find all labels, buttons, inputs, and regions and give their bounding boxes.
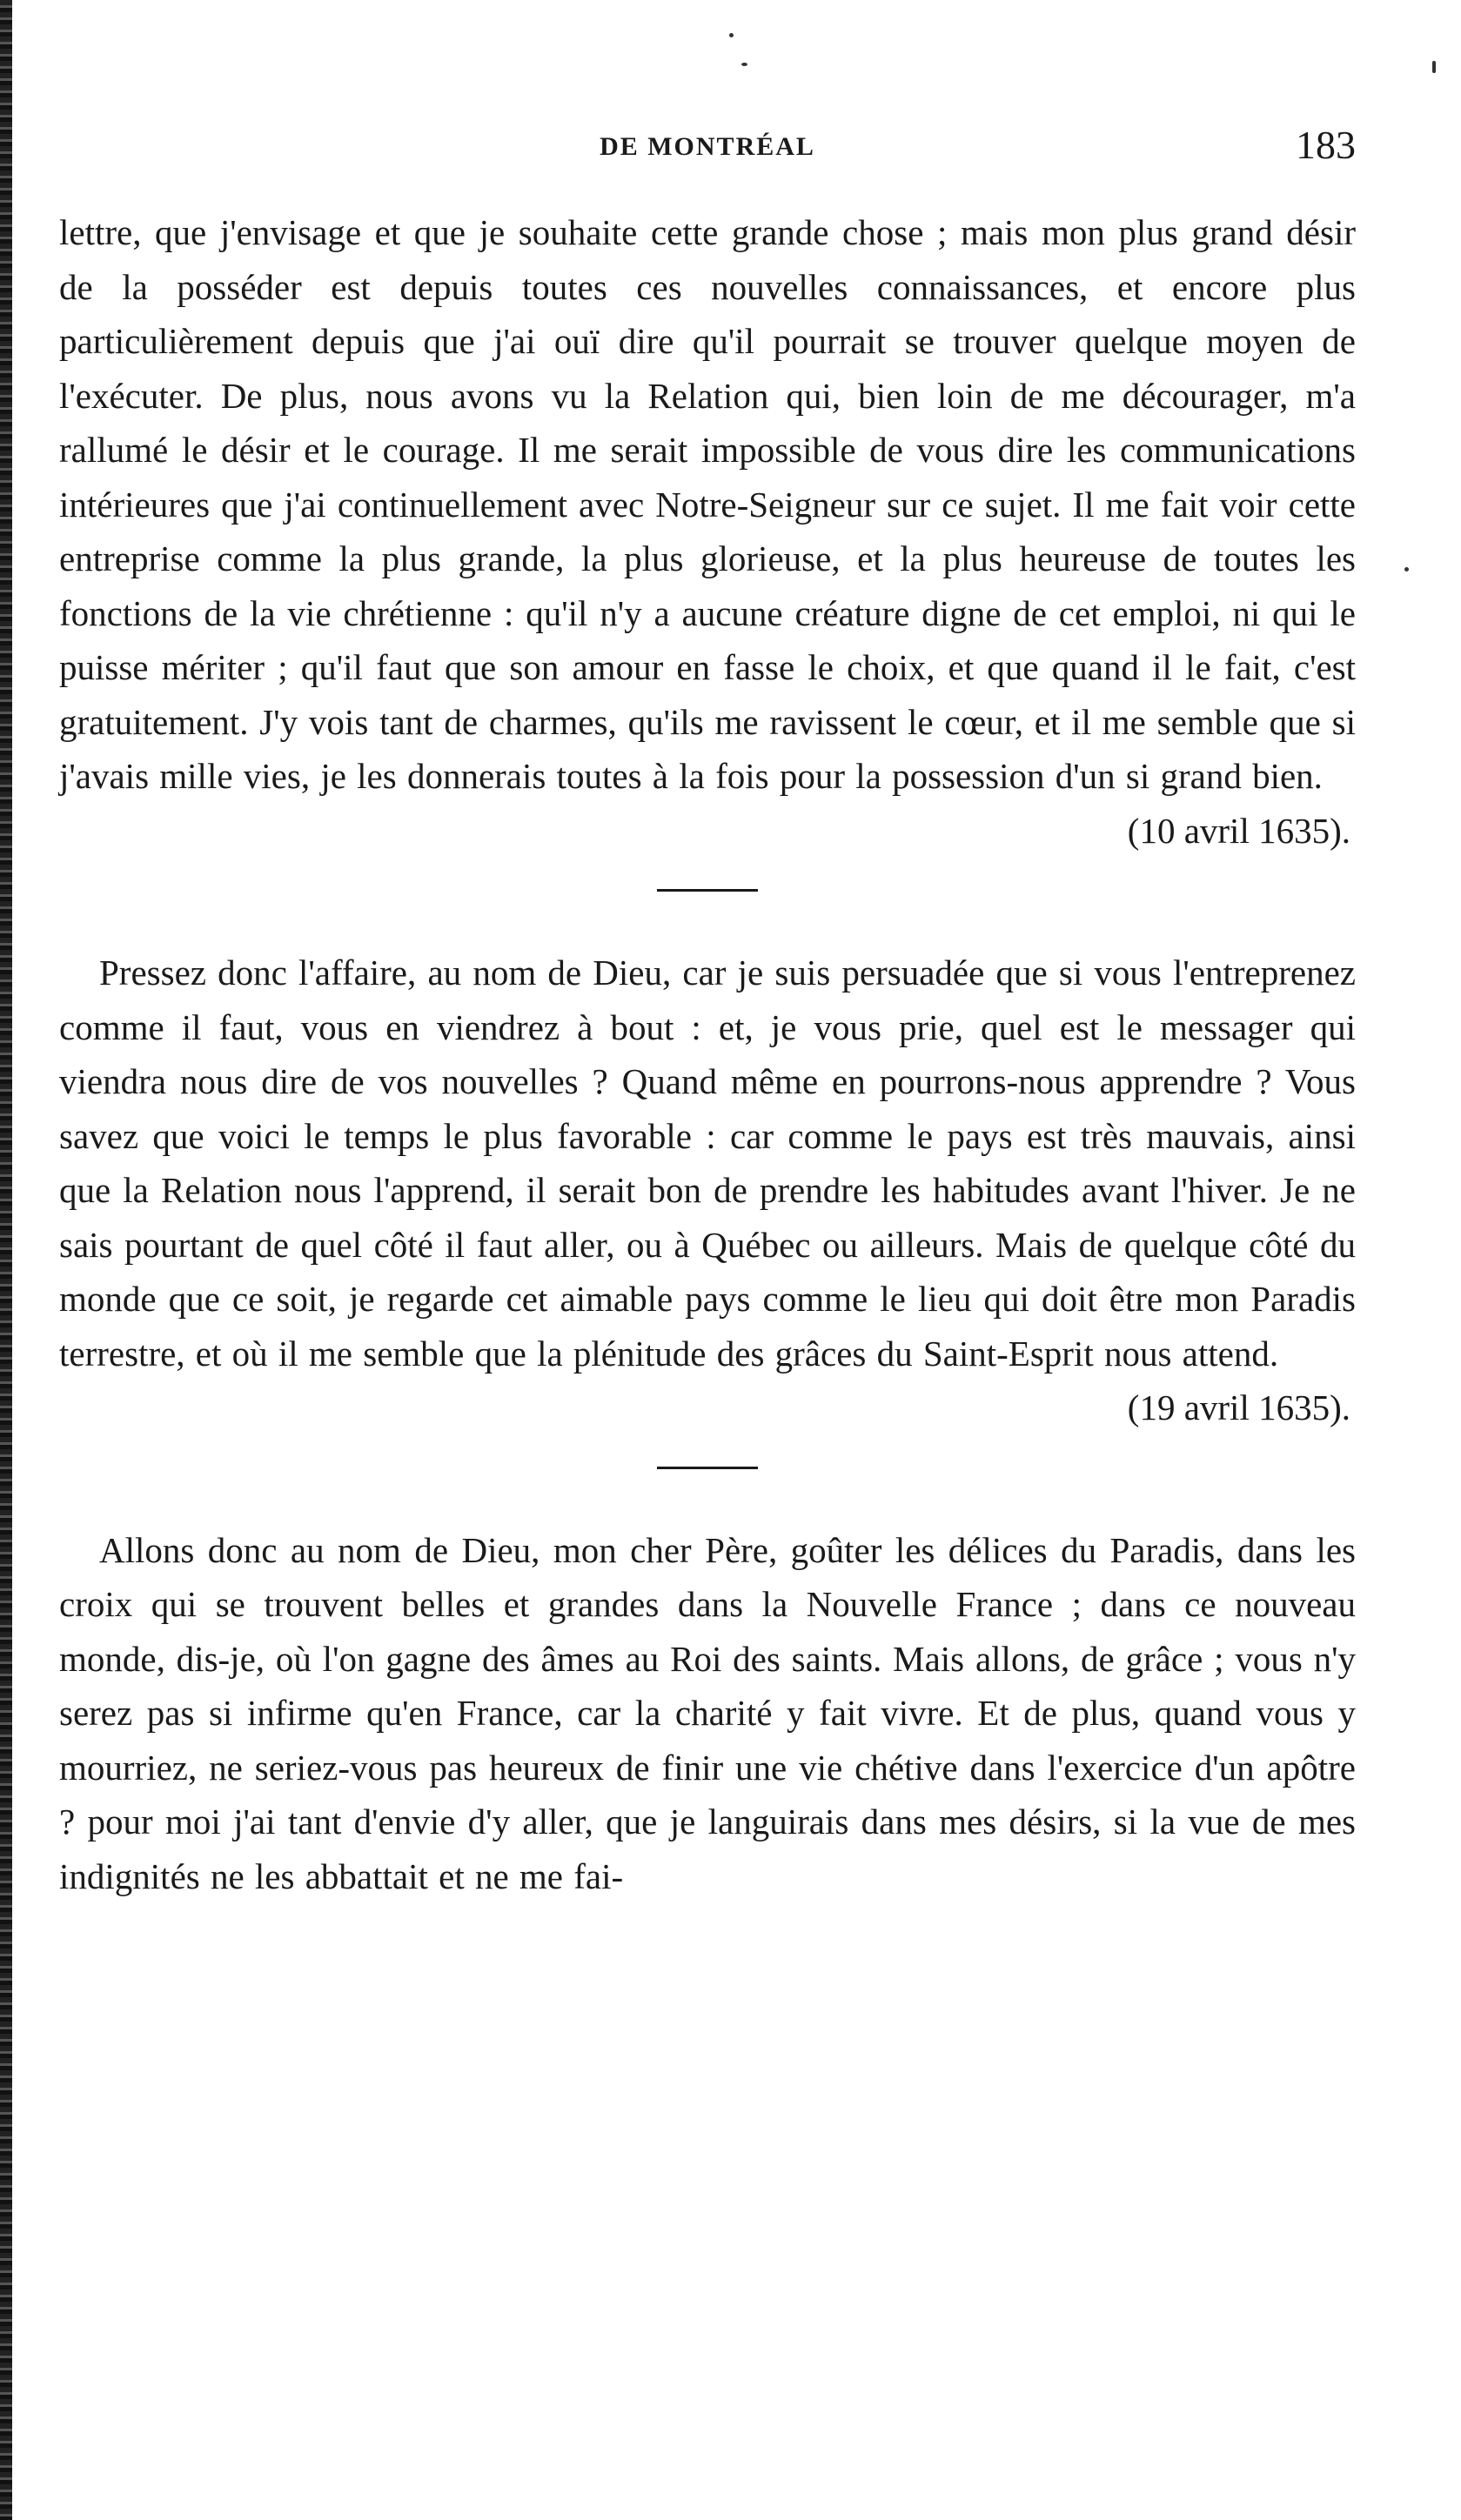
ink-speck: [741, 63, 747, 66]
page-number: 183: [1296, 123, 1356, 167]
ink-speck: [1404, 567, 1409, 572]
running-title: DE MONTRÉAL: [600, 132, 815, 161]
paragraph-letter: Allons donc au nom de Dieu, mon cher Père, goûter les délices du Paradis, dans les croix qui se trouvent belles et grandes dans la Nouvelle France ; dans ce nouveau monde, dis-je, où l'on gagne des âmes au Roi des saints. Mais allons, de grâce ; vous n'y serez pas si infirme qu'en France, car la charité y fait vivre. Et de plus, quand vous y mourriez, ne seriez-vous pas heureux de finir une vie chétive dans l'exercice d'un apôtre ? pour moi j'ai tant d'envie d'y aller, que je languirais dans mes désirs, si la vue de mes indignités ne les abbattait et ne me fai-: [59, 1529, 1356, 1896]
letter-date: (10 avril 1635).: [1127, 810, 1350, 851]
book-page: [59, 113, 1356, 1903]
ink-speck: [1432, 61, 1436, 73]
section-divider: [657, 889, 758, 892]
binding-edge: [0, 0, 12, 2520]
running-head: [59, 113, 1356, 174]
ink-speck: [729, 33, 734, 37]
body-text: [59, 205, 1356, 1903]
paragraph-letter: Pressez donc l'affaire, au nom de Dieu, car je suis persuadée que si vous l'entreprenez comme il faut, vous en viendrez à bout : et, je vous prie, quel est le messager qui viendra nous dire de vos nouvelles ? Quand même en pourrons-nous apprendre ? Vous savez que voici le temps le plus favorable : car comme le pays est très mauvais, ainsi que la Relation nous l'apprend, il serait bon de prendre les habitudes avant l'hiver. Je ne sais pourtant de quel côté il faut aller, ou à Québec ou ailleurs. Mais de quelque côté du monde que ce soit, je regarde cet aimable pays comme le lieu qui doit être mon Paradis terrestre, et où il me semble que la plénitude des grâces du Saint-Esprit nous attend.: [59, 953, 1356, 1374]
paragraph-letter-continuation: lettre, que j'envisage et que je souhaite cette grande chose ; mais mon plus grand désir de la posséder est depuis toutes ces nouvelles connaissances, et encore plus particulièrement depuis que j'ai ouï dire qu'il pourrait se trouver quelque moyen de l'exécuter. De plus, nous avons vu la Relation qui, bien loin de me décourager, m'a rallumé le désir et le courage. Il me serait impossible de vous dire les communications intérieures que j'ai continuellement avec Notre-Seigneur sur ce sujet. Il me fait voir cette entreprise comme la plus grande, la plus glorieuse, et la plus heureuse de toutes les fonctions de la vie chrétienne : qu'il n'y a aucune créature digne de cet emploi, ni qui le puisse mériter ; qu'il faut que son amour en fasse le choix, et que quand il le fait, c'est gratuitement. J'y vois tant de charmes, qu'ils me ravissent le cœur, et il me semble que si j'avais mille vies, je les donnerais toutes à la fois pour la possession d'un si grand bien.: [59, 212, 1356, 796]
letter-date: (19 avril 1635).: [1127, 1387, 1350, 1427]
section-divider: [657, 1467, 758, 1469]
